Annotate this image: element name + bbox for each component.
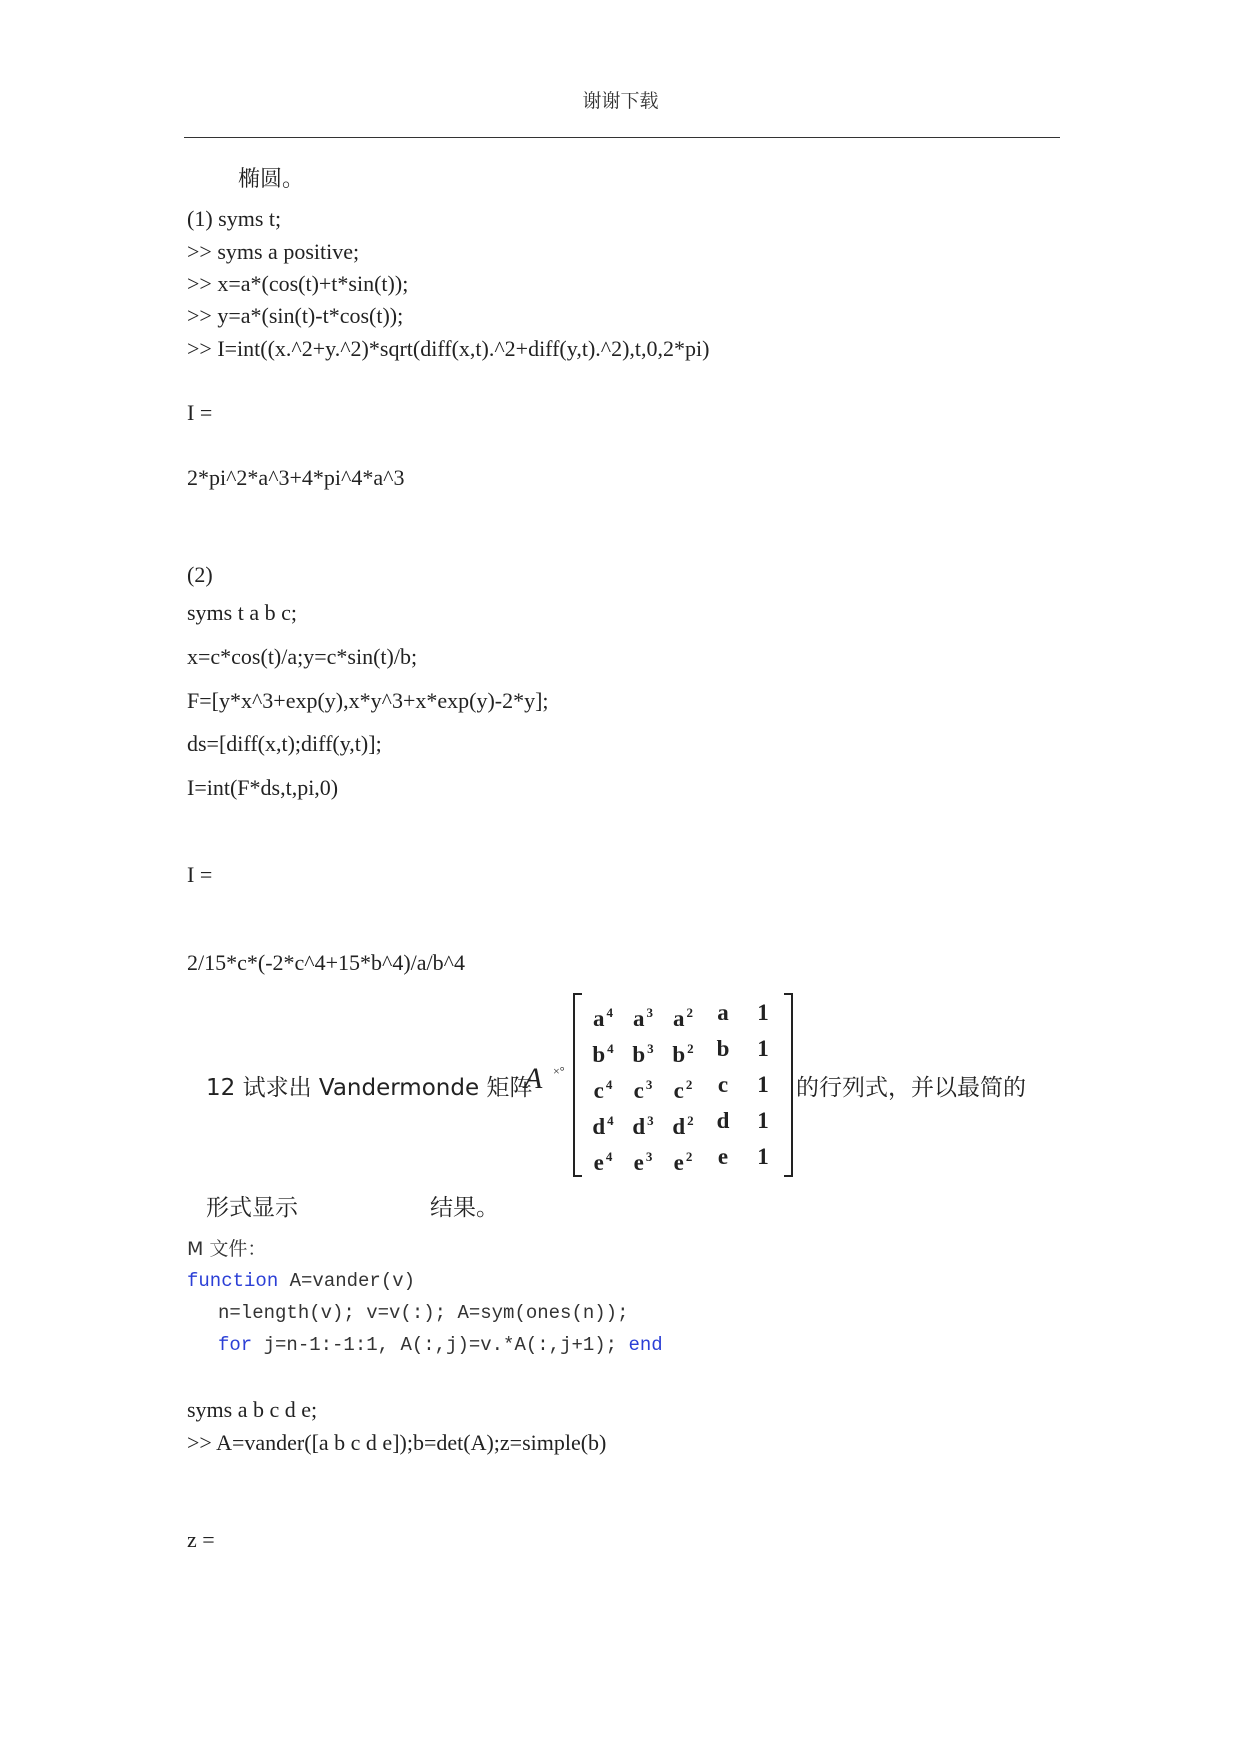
result-label: I = <box>187 862 213 887</box>
matrix-symbol: A <box>524 1062 543 1095</box>
matrix-cell <box>743 1103 783 1139</box>
matrix-right-bracket <box>784 993 793 1177</box>
matrix-exponent: 4 <box>605 1149 613 1164</box>
matrix-base: 1 <box>757 1000 769 1025</box>
matrix-cell <box>743 1139 783 1175</box>
matrix-exponent: 4 <box>605 1077 613 1092</box>
matrix-base: d <box>716 1108 730 1133</box>
matrix-base: d <box>592 1114 606 1139</box>
matrix-cell <box>703 1103 743 1139</box>
code-line: syms a b c d e; <box>187 1397 318 1422</box>
matrix-base: e <box>593 1150 604 1175</box>
code-line: x=c*cos(t)/a;y=c*sin(t)/b; <box>187 644 418 669</box>
page-header: 谢谢下载 <box>582 90 659 112</box>
matrix-cell <box>703 1067 743 1103</box>
matrix-base: d <box>672 1114 686 1139</box>
matrix-left-bracket <box>573 993 582 1177</box>
matrix-base: b <box>592 1042 606 1067</box>
keyword: end <box>628 1334 663 1356</box>
result-label: I = <box>187 400 213 425</box>
matrix-exponent: 3 <box>645 1077 653 1092</box>
question-12-line2-b: 结果。 <box>430 1195 499 1221</box>
vandermonde-matrix <box>573 993 793 1177</box>
matrix-base: b <box>672 1042 686 1067</box>
matrix-base: e <box>717 1144 729 1169</box>
intro-text: 椭圆。 <box>238 167 305 192</box>
keyword: for <box>218 1334 253 1356</box>
matrix-exponent: 2 <box>685 1149 693 1164</box>
result-value: 2*pi^2*a^3+4*pi^4*a^3 <box>187 465 405 490</box>
matrix-exponent: 3 <box>647 1113 654 1128</box>
code-line: (2) <box>187 562 213 587</box>
matrix-cell <box>663 1139 703 1181</box>
matrix-cell <box>583 1139 623 1181</box>
equals-mark: ×° <box>553 1064 565 1078</box>
code-text: A=vander(v) <box>278 1270 416 1292</box>
matrix-exponent: 4 <box>607 1041 614 1056</box>
matrix-base: a <box>717 1000 729 1025</box>
mfile-label: M 文件： <box>187 1238 267 1260</box>
code-line: >> y=a*(sin(t)-t*cos(t)); <box>187 303 404 328</box>
question-12-prefix: 12 试求出 Vandermonde 矩阵 <box>206 1075 533 1101</box>
matrix-exponent: 2 <box>687 1113 694 1128</box>
matrix-exponent: 2 <box>687 1041 694 1056</box>
matrix-base: b <box>632 1042 646 1067</box>
matrix-base: 1 <box>757 1036 769 1061</box>
result-value: 2/15*c*(-2*c^4+15*b^4)/a/b^4 <box>187 950 465 975</box>
code-line: ds=[diff(x,t);diff(y,t)]; <box>187 731 382 756</box>
matrix-base: c <box>673 1078 684 1103</box>
matrix-base: 1 <box>757 1108 769 1133</box>
matrix-base: a <box>593 1006 605 1031</box>
matrix-cell <box>703 995 743 1031</box>
matrix-cell <box>743 1067 783 1103</box>
result-label: z = <box>187 1527 215 1552</box>
code-block-line-3 <box>218 1334 663 1356</box>
matrix-base: a <box>633 1006 645 1031</box>
code-block-line-1 <box>187 1270 415 1292</box>
matrix-cell <box>703 1031 743 1067</box>
matrix-cell <box>623 1139 663 1181</box>
matrix-grid <box>583 995 783 1175</box>
matrix-base: b <box>716 1036 730 1061</box>
question-12-line2-a: 形式显示 <box>206 1195 298 1221</box>
matrix-base: c <box>717 1072 729 1097</box>
code-line: syms t a b c; <box>187 600 297 625</box>
matrix-base: 1 <box>757 1072 769 1097</box>
header-rule <box>184 137 1060 138</box>
code-line: >> A=vander([a b c d e]);b=det(A);z=simple(b) <box>187 1430 607 1455</box>
matrix-base: c <box>633 1078 644 1103</box>
matrix-base: a <box>673 1006 685 1031</box>
code-line: F=[y*x^3+exp(y),x*y^3+x*exp(y)-2*y]; <box>187 688 549 713</box>
code-block-line-2: n=length(v); v=v(:); A=sym(ones(n)); <box>218 1302 629 1324</box>
matrix-exponent: 3 <box>647 1041 654 1056</box>
matrix-cell <box>743 995 783 1031</box>
code-line: >> I=int((x.^2+y.^2)*sqrt(diff(x,t).^2+diff(y,t).^2),t,0,2*pi) <box>187 336 710 361</box>
matrix-base: 1 <box>757 1144 769 1169</box>
code-line: >> x=a*(cos(t)+t*sin(t)); <box>187 271 409 296</box>
matrix-exponent: 4 <box>607 1113 614 1128</box>
matrix-base: c <box>593 1078 604 1103</box>
code-text: j=n-1:-1:1, A(:,j)=v.*A(:,j+1); <box>252 1334 629 1356</box>
matrix-exponent: 2 <box>686 1005 693 1020</box>
matrix-exponent: 3 <box>645 1149 653 1164</box>
matrix-exponent: 4 <box>606 1005 613 1020</box>
question-12-suffix: 的行列式，并以最简的 <box>796 1075 1026 1101</box>
matrix-base: d <box>632 1114 646 1139</box>
matrix-base: e <box>673 1150 684 1175</box>
code-line: I=int(F*ds,t,pi,0) <box>187 775 339 800</box>
matrix-cell <box>743 1031 783 1067</box>
code-line: (1) syms t; <box>187 206 282 231</box>
matrix-exponent: 3 <box>646 1005 653 1020</box>
matrix-base: e <box>633 1150 644 1175</box>
matrix-cell <box>703 1139 743 1175</box>
keyword: function <box>187 1270 279 1292</box>
matrix-exponent: 2 <box>685 1077 693 1092</box>
code-line: >> syms a positive; <box>187 239 360 264</box>
